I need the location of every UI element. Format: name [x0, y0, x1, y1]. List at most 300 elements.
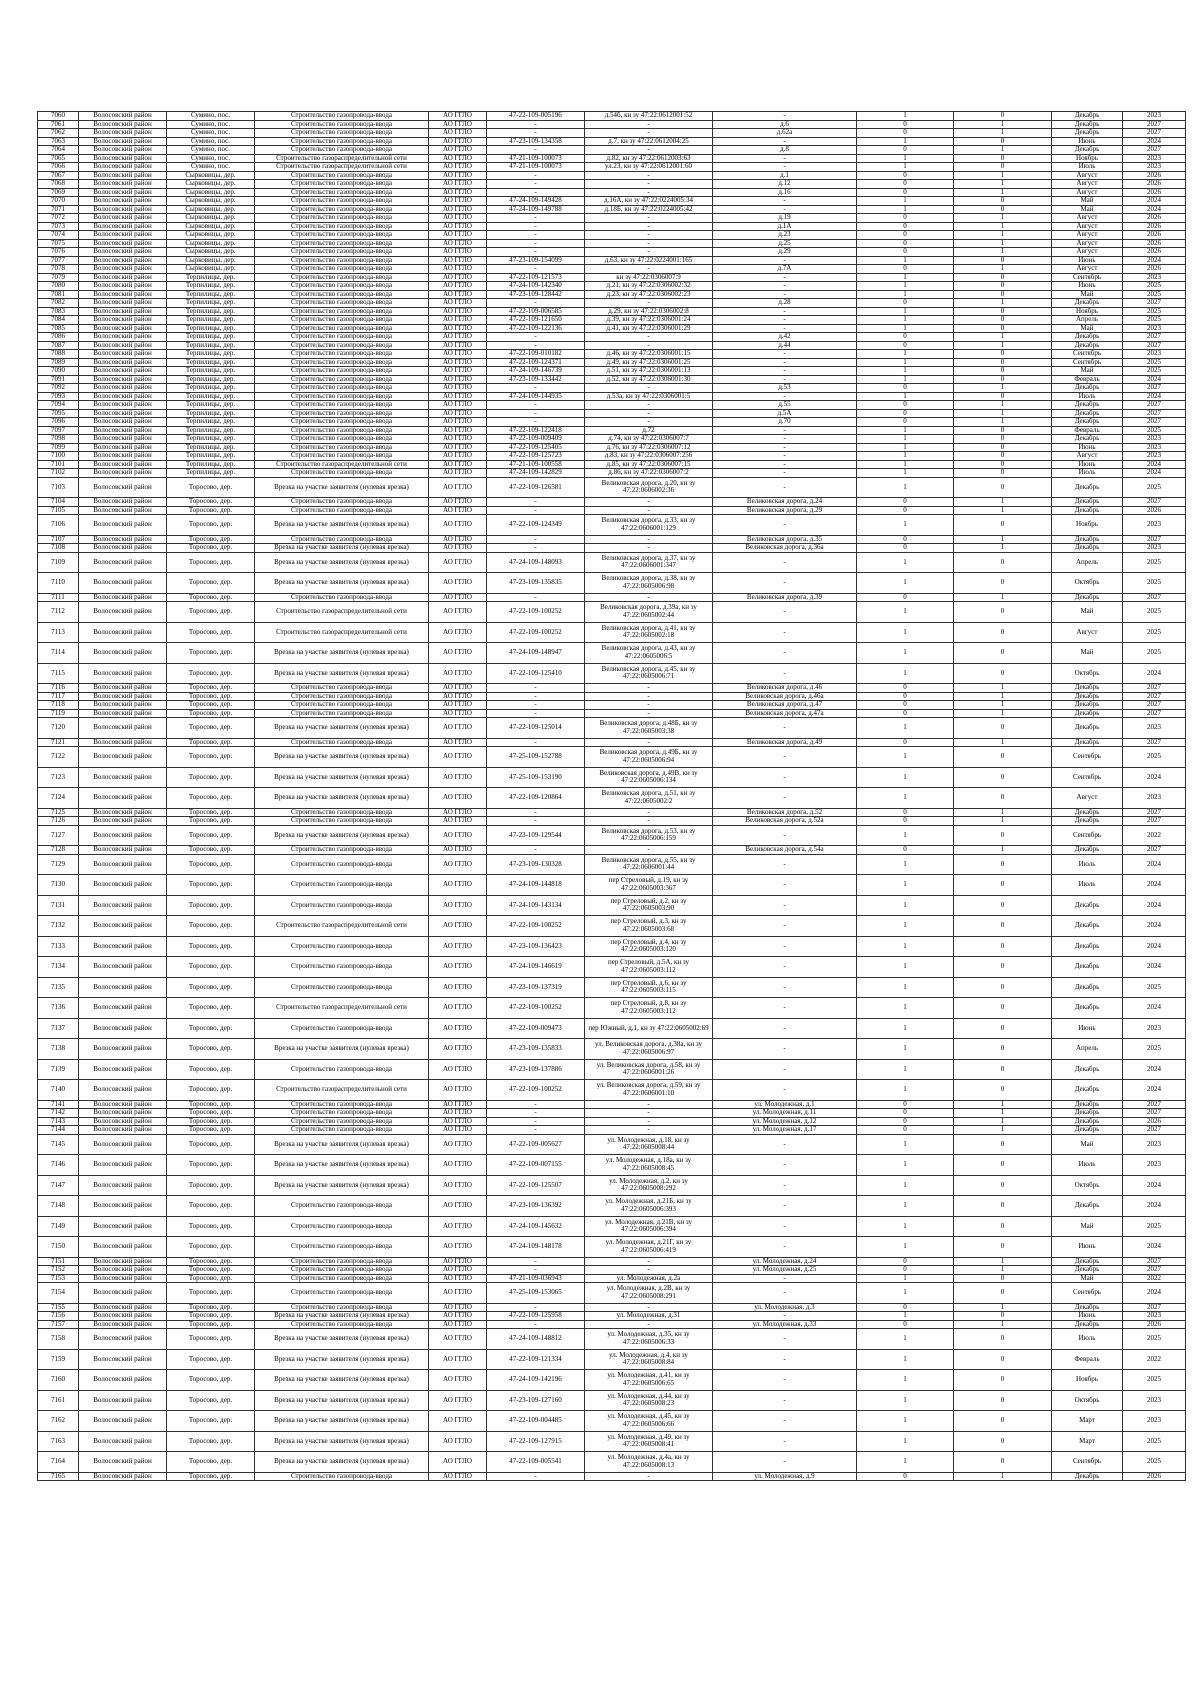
count-a-cell: 0 — [857, 341, 954, 350]
count-b-cell: 0 — [954, 1431, 1052, 1452]
month-cell: Сентябрь — [1052, 358, 1123, 367]
address-cell: - — [585, 231, 713, 240]
address-cell: д.51, кн зу 47:22:0306001:13 — [585, 367, 713, 376]
count-a-cell: 1 — [857, 515, 954, 536]
month-cell: Май — [1052, 1274, 1123, 1283]
count-a-cell: 0 — [857, 171, 954, 180]
address-cell: - — [585, 506, 713, 515]
contract-number-cell: - — [487, 738, 585, 747]
address-planned-cell: ул. Молодежная, д.9 — [713, 1472, 857, 1481]
organization-cell: АО ГГЛО — [429, 1472, 487, 1481]
address-cell: ул. Молодежная, д.18а, кн зу 47:22:0605008:45 — [585, 1155, 713, 1176]
table-row — [38, 1175, 1186, 1196]
row-number: 7163 — [38, 1431, 79, 1452]
work-type-cell: Строительство газопровода-ввода — [255, 936, 429, 957]
row-number: 7076 — [38, 248, 79, 257]
work-type-cell: Строительство газопровода-ввода — [255, 977, 429, 998]
table-row — [38, 663, 1186, 684]
district-cell: Волосовский район — [79, 1472, 167, 1481]
district-cell: Волосовский район — [79, 535, 167, 544]
month-cell: Август — [1052, 214, 1123, 223]
district-cell: Волосовский район — [79, 282, 167, 291]
address-cell: д.54б, кн зу 47:22:0612001:52 — [585, 112, 713, 121]
row-number: 7109 — [38, 552, 79, 573]
settlement-cell: Торосово, дер. — [167, 1039, 255, 1060]
district-cell: Волосовский район — [79, 1039, 167, 1060]
organization-cell: АО ГГЛО — [429, 273, 487, 282]
work-type-cell: Строительство газораспределительной сети — [255, 163, 429, 172]
table-row — [38, 817, 1186, 826]
district-cell: Волосовский район — [79, 1411, 167, 1432]
address-planned-cell: - — [713, 1039, 857, 1060]
address-cell: - — [585, 188, 713, 197]
count-b-cell: 0 — [954, 1411, 1052, 1432]
district-cell: Волосовский район — [79, 333, 167, 342]
settlement-cell: Торосово, дер. — [167, 1257, 255, 1266]
count-a-cell: 1 — [857, 282, 954, 291]
year-cell: 2025 — [1123, 622, 1186, 643]
organization-cell: АО ГГЛО — [429, 684, 487, 693]
organization-cell: АО ГГЛО — [429, 498, 487, 507]
month-cell: Ноябрь — [1052, 154, 1123, 163]
settlement-cell: Торосово, дер. — [167, 515, 255, 536]
address-planned-cell: - — [713, 452, 857, 461]
table-row — [38, 957, 1186, 978]
district-cell: Волосовский район — [79, 1109, 167, 1118]
address-cell: ул. Молодежная, д.4, кн зу 47:22:0605008:84 — [585, 1349, 713, 1370]
district-cell: Волосовский район — [79, 1370, 167, 1391]
row-number: 7130 — [38, 875, 79, 896]
address-cell: кн зу 47:22:0306007:9 — [585, 273, 713, 282]
settlement-cell: Торосово, дер. — [167, 747, 255, 768]
work-type-cell: Строительство газораспределительной сети — [255, 602, 429, 623]
count-a-cell: 1 — [857, 307, 954, 316]
district-cell: Волосовский район — [79, 1349, 167, 1370]
table-row — [38, 875, 1186, 896]
contract-number-cell: 47-24-109-142340 — [487, 282, 585, 291]
table-row — [38, 1257, 1186, 1266]
row-number: 7094 — [38, 401, 79, 410]
year-cell: 2024 — [1123, 1059, 1186, 1080]
count-a-cell: 1 — [857, 154, 954, 163]
settlement-cell: Сырковицы, дер. — [167, 248, 255, 257]
work-type-cell: Строительство газопровода-ввода — [255, 817, 429, 826]
table-row — [38, 180, 1186, 189]
row-number: 7062 — [38, 129, 79, 138]
month-cell: Декабрь — [1052, 846, 1123, 855]
count-b-cell: 0 — [954, 1059, 1052, 1080]
address-cell: ул. Молодежная, д.4а, кн зу 47:22:0605008:13 — [585, 1452, 713, 1473]
table-row — [38, 1390, 1186, 1411]
count-b-cell: 0 — [954, 1329, 1052, 1350]
month-cell: Август — [1052, 239, 1123, 248]
district-cell: Волосовский район — [79, 443, 167, 452]
row-number: 7121 — [38, 738, 79, 747]
district-cell: Волосовский район — [79, 452, 167, 461]
work-type-cell: Врезка на участке заявителя (нулевая врезка) — [255, 747, 429, 768]
month-cell: Апрель — [1052, 552, 1123, 573]
work-type-cell: Врезка на участке заявителя (нулевая врезка) — [255, 552, 429, 573]
count-a-cell: 1 — [857, 1059, 954, 1080]
row-number: 7103 — [38, 477, 79, 498]
organization-cell: АО ГГЛО — [429, 426, 487, 435]
work-type-cell: Строительство газораспределительной сети — [255, 622, 429, 643]
month-cell: Май — [1052, 602, 1123, 623]
year-cell: 2026 — [1123, 506, 1186, 515]
count-a-cell: 1 — [857, 1312, 954, 1321]
address-cell: Великовская дорога, д.49В, кн зу 47:22:0605006:134 — [585, 767, 713, 788]
count-a-cell: 1 — [857, 137, 954, 146]
contract-number-cell: - — [487, 1257, 585, 1266]
row-number: 7073 — [38, 222, 79, 231]
month-cell: Ноябрь — [1052, 1370, 1123, 1391]
address-planned-cell: д.12 — [713, 180, 857, 189]
month-cell: Май — [1052, 367, 1123, 376]
contract-number-cell: 47-22-109-100252 — [487, 1080, 585, 1101]
settlement-cell: Терпилицы, дер. — [167, 290, 255, 299]
address-cell: ул. Великовская дорога, д.59, кн зу 47:22:0606001:10 — [585, 1080, 713, 1101]
address-planned-cell: - — [713, 316, 857, 325]
address-cell: - — [585, 692, 713, 701]
address-cell: д.72 — [585, 426, 713, 435]
address-cell: д.86, кн зу 47:22:0306007:2 — [585, 469, 713, 478]
table-row — [38, 384, 1186, 393]
address-cell: ул. Молодежная, д.21Б, кн зу 47:22:0605006:393 — [585, 1196, 713, 1217]
organization-cell: АО ГГЛО — [429, 112, 487, 121]
count-b-cell: 1 — [954, 1117, 1052, 1126]
address-cell: пер Стреловый, д.19, кн зу 47:22:0605003:367 — [585, 875, 713, 896]
count-a-cell: 0 — [857, 214, 954, 223]
year-cell: 2025 — [1123, 367, 1186, 376]
count-a-cell: 1 — [857, 367, 954, 376]
work-type-cell: Строительство газопровода-ввода — [255, 426, 429, 435]
district-cell: Волосовский район — [79, 718, 167, 739]
address-cell: д.82, кн зу 47:22:0612003:63 — [585, 154, 713, 163]
count-b-cell: 1 — [954, 239, 1052, 248]
district-cell: Волосовский район — [79, 808, 167, 817]
row-number: 7118 — [38, 701, 79, 710]
address-planned-cell: д.23 — [713, 231, 857, 240]
month-cell: Декабрь — [1052, 401, 1123, 410]
organization-cell: АО ГГЛО — [429, 916, 487, 937]
district-cell: Волосовский район — [79, 593, 167, 602]
work-type-cell: Строительство газопровода-ввода — [255, 341, 429, 350]
district-cell: Волосовский район — [79, 515, 167, 536]
address-cell: - — [585, 129, 713, 138]
count-a-cell: 1 — [857, 1134, 954, 1155]
count-a-cell: 1 — [857, 452, 954, 461]
contract-number-cell: 47-24-109-145632 — [487, 1216, 585, 1237]
district-cell: Волосовский район — [79, 1274, 167, 1283]
settlement-cell: Сырковицы, дер. — [167, 256, 255, 265]
contract-number-cell: - — [487, 231, 585, 240]
row-number: 7091 — [38, 375, 79, 384]
contract-number-cell: 47-24-109-148093 — [487, 552, 585, 573]
month-cell: Май — [1052, 1216, 1123, 1237]
month-cell: Июль — [1052, 1155, 1123, 1176]
settlement-cell: Торосово, дер. — [167, 1320, 255, 1329]
count-b-cell: 0 — [954, 205, 1052, 214]
settlement-cell: Торосово, дер. — [167, 544, 255, 553]
month-cell: Декабрь — [1052, 977, 1123, 998]
year-cell: 2024 — [1123, 663, 1186, 684]
contract-number-cell: 47-24-109-148178 — [487, 1237, 585, 1258]
count-b-cell: 0 — [954, 307, 1052, 316]
count-a-cell: 0 — [857, 299, 954, 308]
row-number: 7083 — [38, 307, 79, 316]
district-cell: Волосовский район — [79, 846, 167, 855]
settlement-cell: Торосово, дер. — [167, 1109, 255, 1118]
contract-number-cell: - — [487, 1126, 585, 1135]
count-a-cell: 0 — [857, 180, 954, 189]
count-b-cell: 0 — [954, 137, 1052, 146]
address-planned-cell: Великовская дорога, д.46а — [713, 692, 857, 701]
row-number: 7124 — [38, 788, 79, 809]
address-cell: - — [585, 1126, 713, 1135]
count-b-cell: 0 — [954, 163, 1052, 172]
month-cell: Июнь — [1052, 1237, 1123, 1258]
district-cell: Волосовский район — [79, 767, 167, 788]
district-cell: Волосовский район — [79, 1283, 167, 1304]
table-row — [38, 137, 1186, 146]
count-a-cell: 1 — [857, 998, 954, 1019]
year-cell: 2027 — [1123, 808, 1186, 817]
table-row — [38, 163, 1186, 172]
count-b-cell: 0 — [954, 854, 1052, 875]
district-cell: Волосовский район — [79, 477, 167, 498]
month-cell: Сентябрь — [1052, 1283, 1123, 1304]
district-cell: Волосовский район — [79, 663, 167, 684]
count-b-cell: 0 — [954, 469, 1052, 478]
row-number: 7110 — [38, 573, 79, 594]
year-cell: 2024 — [1123, 1175, 1186, 1196]
work-type-cell: Строительство газопровода-ввода — [255, 1257, 429, 1266]
row-number: 7157 — [38, 1320, 79, 1329]
settlement-cell: Терпилицы, дер. — [167, 273, 255, 282]
address-cell: ул. Молодежная, д.2, кн зу 47:22:0605008:292 — [585, 1175, 713, 1196]
organization-cell: АО ГГЛО — [429, 846, 487, 855]
organization-cell: АО ГГЛО — [429, 460, 487, 469]
contract-number-cell: 47-22-109-127915 — [487, 1431, 585, 1452]
settlement-cell: Торосово, дер. — [167, 477, 255, 498]
count-a-cell: 1 — [857, 854, 954, 875]
work-type-cell: Строительство газопровода-ввода — [255, 375, 429, 384]
organization-cell: АО ГГЛО — [429, 1080, 487, 1101]
month-cell: Август — [1052, 222, 1123, 231]
organization-cell: АО ГГЛО — [429, 1257, 487, 1266]
address-cell: Великовская дорога, д.49Б, кн зу 47:22:0605006:94 — [585, 747, 713, 768]
address-planned-cell: ул. Молодежная, д.11 — [713, 1109, 857, 1118]
row-number: 7069 — [38, 188, 79, 197]
count-a-cell: 0 — [857, 1257, 954, 1266]
table-row — [38, 375, 1186, 384]
row-number: 7142 — [38, 1109, 79, 1118]
table-row — [38, 747, 1186, 768]
table-row — [38, 788, 1186, 809]
count-b-cell: 1 — [954, 384, 1052, 393]
contract-number-cell: - — [487, 341, 585, 350]
year-cell: 2027 — [1123, 593, 1186, 602]
row-number: 7136 — [38, 998, 79, 1019]
month-cell: Декабрь — [1052, 936, 1123, 957]
district-cell: Волосовский район — [79, 384, 167, 393]
count-b-cell: 0 — [954, 426, 1052, 435]
organization-cell: АО ГГЛО — [429, 188, 487, 197]
address-planned-cell: - — [713, 1237, 857, 1258]
work-type-cell: Строительство газопровода-ввода — [255, 350, 429, 359]
count-a-cell: 1 — [857, 1216, 954, 1237]
count-a-cell: 1 — [857, 392, 954, 401]
month-cell: Декабрь — [1052, 435, 1123, 444]
organization-cell: АО ГГЛО — [429, 214, 487, 223]
year-cell: 2027 — [1123, 709, 1186, 718]
organization-cell: АО ГГЛО — [429, 239, 487, 248]
table-row — [38, 222, 1186, 231]
row-number: 7122 — [38, 747, 79, 768]
row-number: 7135 — [38, 977, 79, 998]
address-planned-cell: д.16 — [713, 188, 857, 197]
district-cell: Волосовский район — [79, 375, 167, 384]
table-row — [38, 1274, 1186, 1283]
address-cell: ул. Молодежная, д.49, кн зу 47:22:0605008:41 — [585, 1431, 713, 1452]
count-a-cell: 0 — [857, 808, 954, 817]
year-cell: 2027 — [1123, 1109, 1186, 1118]
organization-cell: АО ГГЛО — [429, 197, 487, 206]
address-planned-cell: - — [713, 1431, 857, 1452]
year-cell: 2026 — [1123, 248, 1186, 257]
row-number: 7119 — [38, 709, 79, 718]
count-a-cell: 1 — [857, 1390, 954, 1411]
count-b-cell: 0 — [954, 1283, 1052, 1304]
organization-cell: АО ГГЛО — [429, 936, 487, 957]
organization-cell: АО ГГЛО — [429, 120, 487, 129]
settlement-cell: Торосово, дер. — [167, 684, 255, 693]
settlement-cell: Торосово, дер. — [167, 692, 255, 701]
count-a-cell: 0 — [857, 498, 954, 507]
table-row — [38, 350, 1186, 359]
contract-number-cell: 47-21-109-100073 — [487, 163, 585, 172]
month-cell: Декабрь — [1052, 808, 1123, 817]
address-cell: Великовская дорога, д.37, кн зу 47:22:0606001:347 — [585, 552, 713, 573]
count-b-cell: 0 — [954, 324, 1052, 333]
address-cell: д.74, кн зу 47:22:0306007:7 — [585, 435, 713, 444]
month-cell: Сентябрь — [1052, 273, 1123, 282]
address-cell: - — [585, 1100, 713, 1109]
district-cell: Волосовский район — [79, 350, 167, 359]
year-cell: 2024 — [1123, 469, 1186, 478]
address-planned-cell: - — [713, 747, 857, 768]
count-b-cell: 1 — [954, 684, 1052, 693]
address-planned-cell: Великовская дорога, д.52а — [713, 817, 857, 826]
work-type-cell: Строительство газопровода-ввода — [255, 188, 429, 197]
district-cell: Волосовский район — [79, 875, 167, 896]
year-cell: 2023 — [1123, 515, 1186, 536]
district-cell: Волосовский район — [79, 817, 167, 826]
organization-cell: АО ГГЛО — [429, 1329, 487, 1350]
settlement-cell: Торосово, дер. — [167, 709, 255, 718]
table-row — [38, 265, 1186, 274]
settlement-cell: Сумино, пос. — [167, 146, 255, 155]
count-a-cell: 0 — [857, 120, 954, 129]
address-planned-cell: - — [713, 112, 857, 121]
address-cell: ул. Молодежная, д.31 — [585, 1312, 713, 1321]
address-planned-cell: - — [713, 936, 857, 957]
district-cell: Волосовский район — [79, 265, 167, 274]
count-a-cell: 1 — [857, 350, 954, 359]
row-number: 7108 — [38, 544, 79, 553]
district-cell: Волосовский район — [79, 171, 167, 180]
organization-cell: АО ГГЛО — [429, 643, 487, 664]
work-type-cell: Строительство газопровода-ввода — [255, 146, 429, 155]
contract-number-cell: - — [487, 384, 585, 393]
count-b-cell: 1 — [954, 409, 1052, 418]
count-a-cell: 1 — [857, 767, 954, 788]
count-a-cell: 0 — [857, 1303, 954, 1312]
count-b-cell: 0 — [954, 282, 1052, 291]
year-cell: 2026 — [1123, 188, 1186, 197]
work-type-cell: Строительство газопровода-ввода — [255, 137, 429, 146]
month-cell: Сентябрь — [1052, 825, 1123, 846]
organization-cell: АО ГГЛО — [429, 222, 487, 231]
table-row — [38, 1312, 1186, 1321]
work-type-cell: Строительство газопровода-ввода — [255, 248, 429, 257]
year-cell: 2025 — [1123, 1452, 1186, 1473]
address-planned-cell: - — [713, 290, 857, 299]
month-cell: Февраль — [1052, 426, 1123, 435]
address-cell: д.52, кн зу 47:22:0306001:30 — [585, 375, 713, 384]
district-cell: Волосовский район — [79, 120, 167, 129]
organization-cell: АО ГГЛО — [429, 163, 487, 172]
address-cell: - — [585, 1257, 713, 1266]
month-cell: Июнь — [1052, 137, 1123, 146]
work-type-cell: Врезка на участке заявителя (нулевая врезка) — [255, 1155, 429, 1176]
organization-cell: АО ГГЛО — [429, 1266, 487, 1275]
work-type-cell: Врезка на участке заявителя (нулевая врезка) — [255, 1431, 429, 1452]
organization-cell: АО ГГЛО — [429, 1411, 487, 1432]
year-cell: 2025 — [1123, 602, 1186, 623]
contract-number-cell: - — [487, 701, 585, 710]
address-planned-cell: - — [713, 875, 857, 896]
address-planned-cell: - — [713, 273, 857, 282]
year-cell: 2023 — [1123, 324, 1186, 333]
count-a-cell: 1 — [857, 1155, 954, 1176]
month-cell: Декабрь — [1052, 477, 1123, 498]
contract-number-cell: - — [487, 129, 585, 138]
table-row — [38, 1117, 1186, 1126]
table-row — [38, 718, 1186, 739]
address-cell: Великовская дорога, д.51, кн зу 47:22:0605002:2 — [585, 788, 713, 809]
settlement-cell: Торосово, дер. — [167, 817, 255, 826]
table-row — [38, 197, 1186, 206]
settlement-cell: Терпилицы, дер. — [167, 333, 255, 342]
count-b-cell: 0 — [954, 718, 1052, 739]
month-cell: Август — [1052, 171, 1123, 180]
count-a-cell: 0 — [857, 333, 954, 342]
settlement-cell: Торосово, дер. — [167, 936, 255, 957]
year-cell: 2027 — [1123, 299, 1186, 308]
table-row — [38, 146, 1186, 155]
work-type-cell: Врезка на участке заявителя (нулевая врезка) — [255, 1370, 429, 1391]
count-a-cell: 1 — [857, 936, 954, 957]
address-planned-cell: - — [713, 324, 857, 333]
district-cell: Волосовский район — [79, 1126, 167, 1135]
year-cell: 2024 — [1123, 460, 1186, 469]
work-type-cell: Строительство газопровода-ввода — [255, 273, 429, 282]
district-cell: Волосовский район — [79, 1216, 167, 1237]
settlement-cell: Торосово, дер. — [167, 701, 255, 710]
row-number: 7126 — [38, 817, 79, 826]
contract-number-cell: - — [487, 506, 585, 515]
